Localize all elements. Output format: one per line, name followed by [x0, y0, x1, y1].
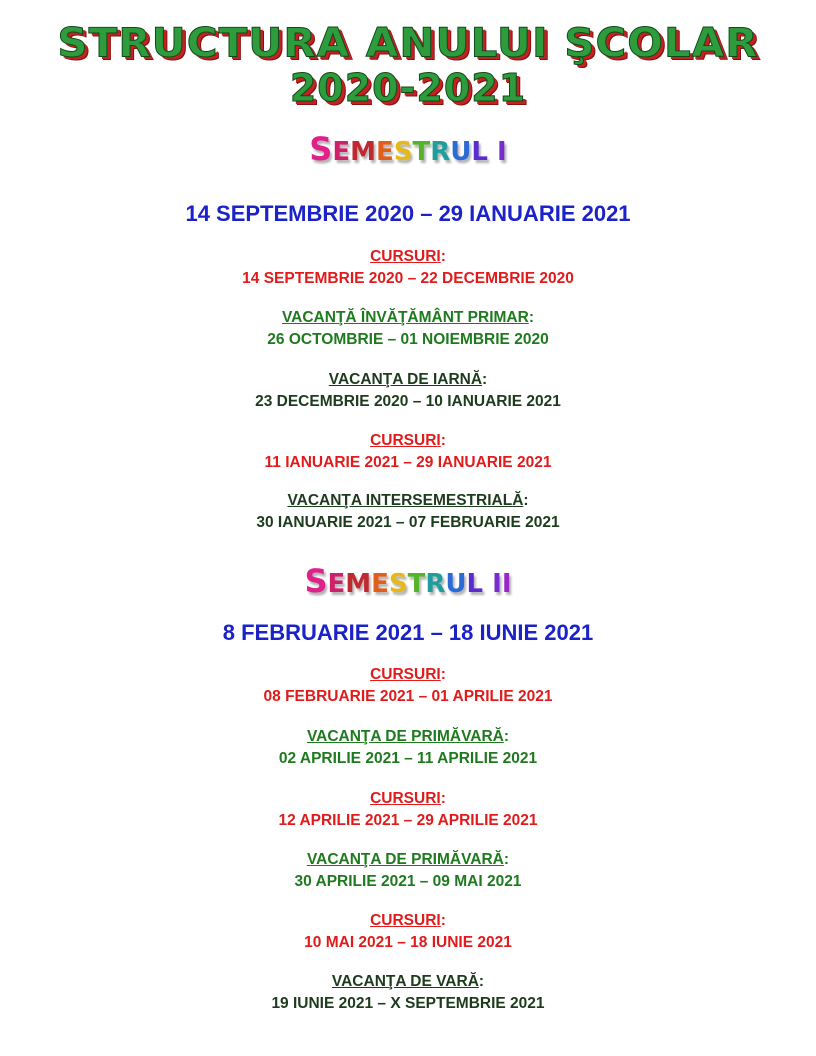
- period-block: [0, 430, 816, 474]
- period-label: CURSURI: [370, 912, 441, 929]
- period-heading: [0, 788, 816, 810]
- document-title-year: 2020-2021: [289, 66, 527, 110]
- period-dates: 19 IUNIE 2021 – X SEPTEMBRIE 2021: [271, 995, 545, 1012]
- period-label-colon: :: [528, 309, 534, 326]
- period-heading: [0, 307, 816, 329]
- banner-letter: E: [375, 137, 394, 167]
- period-label-colon: :: [503, 728, 510, 745]
- period-dates: 12 APRILIE 2021 – 29 APRILIE 2021: [278, 812, 538, 829]
- period-block: [0, 788, 816, 832]
- banner-letter: R: [430, 137, 451, 167]
- banner-letter: M: [350, 137, 376, 167]
- banner-letter: I: [492, 569, 502, 599]
- period-label: VACANŢĂ ÎNVĂŢĂMÂNT PRIMAR: [281, 309, 529, 326]
- document-title: STRUCTURA ANULUI ŞCOLAR: [57, 19, 759, 66]
- period-label-colon: :: [440, 790, 446, 807]
- period-label: VACANŢA DE VARĂ: [331, 973, 479, 990]
- period-heading: [0, 910, 816, 932]
- banner-letter: I: [497, 137, 507, 167]
- period-label: CURSURI: [370, 666, 441, 683]
- period-label-colon: :: [440, 248, 446, 265]
- period-block: [0, 246, 816, 290]
- period-dates: 26 OCTOMBRIE – 01 NOIEMBRIE 2020: [267, 331, 549, 348]
- banner-letter: I: [501, 569, 512, 599]
- banner-letter: [483, 569, 492, 599]
- period-block: [0, 664, 816, 708]
- period-block: [0, 726, 816, 770]
- banner-letter: E: [332, 137, 351, 167]
- period-block: [0, 307, 816, 351]
- banner-letter: U: [445, 569, 467, 599]
- banner-letter: [488, 137, 497, 167]
- period-block: [0, 971, 816, 1015]
- period-label-colon: :: [440, 666, 446, 683]
- period-label-colon: :: [482, 371, 488, 388]
- period-dates: 30 APRILIE 2021 – 09 MAI 2021: [294, 873, 522, 890]
- semester-1-banner: [0, 130, 816, 168]
- banner-letter: S: [309, 130, 333, 168]
- period-heading: [0, 849, 816, 871]
- period-label: CURSURI: [370, 432, 441, 449]
- banner-letter: S: [393, 137, 413, 167]
- period-block: [0, 369, 816, 413]
- period-dates: 10 MAI 2021 – 18 IUNIE 2021: [304, 934, 512, 951]
- banner-letter: E: [371, 569, 389, 599]
- period-dates: 30 IANUARIE 2021 – 07 FEBRUARIE 2021: [256, 514, 560, 531]
- period-block: [0, 910, 816, 954]
- period-label: VACANŢA INTERSEMESTRIALĂ: [287, 492, 524, 509]
- period-dates: 11 IANUARIE 2021 – 29 IANUARIE 2021: [264, 454, 552, 471]
- period-label: VACANŢA DE IARNĂ: [328, 371, 483, 388]
- semester-2-date-range: 8 FEBRUARIE 2021 – 18 IUNIE 2021: [222, 620, 594, 645]
- period-heading: [0, 664, 816, 686]
- banner-letter: E: [327, 569, 346, 599]
- period-label: VACANŢA DE PRIMĂVARĂ: [306, 728, 504, 745]
- period-block: [0, 849, 816, 893]
- period-heading: [0, 430, 816, 452]
- period-label: VACANŢA DE PRIMĂVARĂ: [306, 851, 504, 868]
- period-dates: 23 DECEMBRIE 2020 – 10 IANUARIE 2021: [255, 393, 561, 410]
- period-label: CURSURI: [370, 248, 441, 265]
- banner-letter: T: [412, 137, 431, 167]
- period-heading: [0, 246, 816, 268]
- semester-2-banner: [0, 562, 816, 600]
- banner-letter: L: [466, 569, 484, 599]
- period-dates: 08 FEBRUARIE 2021 – 01 APRILIE 2021: [263, 688, 553, 705]
- semester-1-date-range: 14 SEPTEMBRIE 2020 – 29 IANUARIE 2021: [185, 201, 631, 226]
- period-dates: 02 APRILIE 2021 – 11 APRILIE 2021: [278, 750, 538, 767]
- banner-letter: M: [345, 569, 372, 599]
- period-heading: [0, 971, 816, 993]
- banner-letter: T: [407, 569, 426, 599]
- period-label-colon: :: [440, 432, 446, 449]
- period-label-colon: :: [503, 851, 510, 868]
- period-label-colon: :: [478, 973, 485, 990]
- period-heading: [0, 726, 816, 748]
- period-label-colon: :: [523, 492, 529, 509]
- period-block: [0, 490, 816, 534]
- period-label: CURSURI: [370, 790, 441, 807]
- banner-letter: S: [304, 562, 328, 600]
- banner-letter: R: [425, 569, 446, 599]
- period-label-colon: :: [440, 912, 446, 929]
- period-heading: [0, 490, 816, 512]
- period-heading: [0, 369, 816, 391]
- banner-letter: U: [450, 137, 472, 167]
- banner-letter: L: [471, 137, 488, 167]
- period-dates: 14 SEPTEMBRIE 2020 – 22 DECEMBRIE 2020: [242, 270, 574, 287]
- banner-letter: S: [388, 569, 408, 599]
